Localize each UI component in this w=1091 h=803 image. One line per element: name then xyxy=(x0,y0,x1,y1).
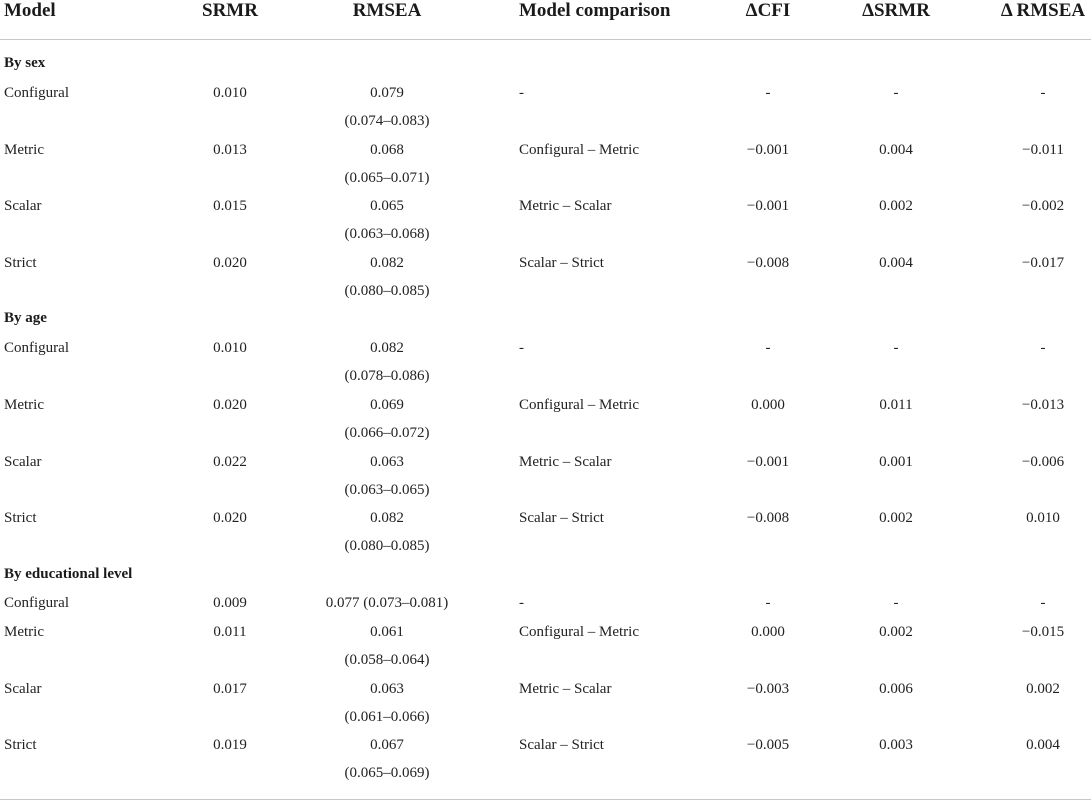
delta-cfi-cell: −0.001 xyxy=(746,142,790,158)
srmr-cell: 0.010 xyxy=(213,340,247,356)
delta-srmr-cell: - xyxy=(893,340,899,356)
comparison-cell: Metric – Scalar xyxy=(519,681,612,697)
delta-srmr-cell: 0.004 xyxy=(879,142,913,158)
rmsea-cell: 0.063 xyxy=(370,454,404,470)
comparison-cell: Metric – Scalar xyxy=(519,198,612,214)
rmsea-ci-cell: (0.080–0.085) xyxy=(344,538,430,554)
comparison-cell: - xyxy=(519,340,524,356)
rmsea-ci-cell: (0.074–0.083) xyxy=(344,113,430,129)
header-model-comparison: Model comparison xyxy=(519,0,671,21)
header-srmr: SRMR xyxy=(202,0,258,21)
srmr-cell: 0.022 xyxy=(213,454,247,470)
model-cell: Strict xyxy=(4,737,37,753)
rmsea-cell: 0.082 xyxy=(370,255,404,271)
srmr-cell: 0.015 xyxy=(213,198,247,214)
rmsea-cell: 0.069 xyxy=(370,397,404,413)
rmsea-ci-cell: (0.066–0.072) xyxy=(344,425,430,441)
srmr-cell: 0.011 xyxy=(213,624,247,640)
delta-srmr-cell: 0.002 xyxy=(879,198,913,214)
comparison-cell: Metric – Scalar xyxy=(519,454,612,470)
model-cell: Scalar xyxy=(4,198,42,214)
delta-rmsea-cell: - xyxy=(1040,85,1046,101)
model-cell: Metric xyxy=(4,624,44,640)
delta-rmsea-cell: 0.010 xyxy=(1026,510,1060,526)
comparison-cell: Configural – Metric xyxy=(519,624,639,640)
delta-srmr-cell: - xyxy=(893,595,899,611)
comparison-cell: Configural – Metric xyxy=(519,397,639,413)
rmsea-ci-cell: (0.061–0.066) xyxy=(344,709,430,725)
delta-rmsea-cell: 0.002 xyxy=(1026,681,1060,697)
model-cell: Strict xyxy=(4,255,37,271)
rmsea-ci-cell: (0.063–0.065) xyxy=(344,482,430,498)
delta-cfi-cell: - xyxy=(765,340,771,356)
delta-srmr-cell: 0.002 xyxy=(879,624,913,640)
delta-cfi-cell: −0.008 xyxy=(746,510,790,526)
delta-rmsea-cell: - xyxy=(1040,595,1046,611)
delta-rmsea-cell: −0.006 xyxy=(1021,454,1065,470)
rmsea-cell: 0.068 xyxy=(370,142,404,158)
delta-rmsea-cell: - xyxy=(1040,340,1046,356)
header-delta-cfi: ΔCFI xyxy=(745,0,791,21)
srmr-cell: 0.017 xyxy=(213,681,247,697)
delta-cfi-cell: −0.005 xyxy=(746,737,790,753)
header-model: Model xyxy=(4,0,56,21)
rmsea-cell: 0.079 xyxy=(370,85,404,101)
delta-srmr-cell: 0.004 xyxy=(879,255,913,271)
header-delta-srmr: ΔSRMR xyxy=(862,0,930,21)
rmsea-cell: 0.077 (0.073–0.081) xyxy=(325,595,449,611)
srmr-cell: 0.019 xyxy=(213,737,247,753)
rmsea-cell: 0.082 xyxy=(370,340,404,356)
delta-srmr-cell: - xyxy=(893,85,899,101)
rmsea-ci-cell: (0.080–0.085) xyxy=(344,283,430,299)
model-cell: Configural xyxy=(4,340,69,356)
header-divider xyxy=(0,39,1091,40)
header-delta-rmsea: Δ RMSEA xyxy=(1000,0,1086,21)
rmsea-ci-cell: (0.058–0.064) xyxy=(344,652,430,668)
comparison-cell: Scalar – Strict xyxy=(519,510,604,526)
delta-rmsea-cell: −0.017 xyxy=(1021,255,1065,271)
table-bottom-rule xyxy=(0,799,1091,800)
rmsea-cell: 0.065 xyxy=(370,198,404,214)
srmr-cell: 0.013 xyxy=(213,142,247,158)
srmr-cell: 0.020 xyxy=(213,510,247,526)
srmr-cell: 0.010 xyxy=(213,85,247,101)
model-cell: Configural xyxy=(4,85,69,101)
rmsea-cell: 0.063 xyxy=(370,681,404,697)
srmr-cell: 0.020 xyxy=(213,397,247,413)
delta-cfi-cell: −0.008 xyxy=(746,255,790,271)
model-cell: Scalar xyxy=(4,454,42,470)
section-title-sex: By sex xyxy=(4,55,46,71)
header-rmsea: RMSEA xyxy=(352,0,422,21)
delta-cfi-cell: 0.000 xyxy=(751,397,785,413)
delta-cfi-cell: - xyxy=(765,85,771,101)
section-title-age: By age xyxy=(4,310,47,326)
rmsea-ci-cell: (0.078–0.086) xyxy=(344,368,430,384)
delta-srmr-cell: 0.003 xyxy=(879,737,913,753)
model-cell: Metric xyxy=(4,397,44,413)
comparison-cell: Scalar – Strict xyxy=(519,255,604,271)
delta-rmsea-cell: −0.002 xyxy=(1021,198,1065,214)
delta-srmr-cell: 0.002 xyxy=(879,510,913,526)
rmsea-ci-cell: (0.065–0.071) xyxy=(344,170,430,186)
model-cell: Metric xyxy=(4,142,44,158)
srmr-cell: 0.009 xyxy=(213,595,247,611)
delta-rmsea-cell: −0.015 xyxy=(1021,624,1065,640)
delta-rmsea-cell: 0.004 xyxy=(1026,737,1060,753)
delta-rmsea-cell: −0.011 xyxy=(1022,142,1064,158)
delta-cfi-cell: 0.000 xyxy=(751,624,785,640)
model-cell: Strict xyxy=(4,510,37,526)
comparison-cell: Scalar – Strict xyxy=(519,737,604,753)
rmsea-cell: 0.067 xyxy=(370,737,404,753)
comparison-cell: - xyxy=(519,595,524,611)
delta-cfi-cell: −0.001 xyxy=(746,454,790,470)
comparison-cell: Configural – Metric xyxy=(519,142,639,158)
rmsea-cell: 0.082 xyxy=(370,510,404,526)
rmsea-ci-cell: (0.063–0.068) xyxy=(344,226,430,242)
rmsea-cell: 0.061 xyxy=(370,624,404,640)
delta-cfi-cell: −0.001 xyxy=(746,198,790,214)
srmr-cell: 0.020 xyxy=(213,255,247,271)
delta-srmr-cell: 0.011 xyxy=(879,397,913,413)
delta-srmr-cell: 0.001 xyxy=(879,454,913,470)
delta-cfi-cell: - xyxy=(765,595,771,611)
comparison-cell: - xyxy=(519,85,524,101)
model-cell: Configural xyxy=(4,595,69,611)
delta-srmr-cell: 0.006 xyxy=(879,681,913,697)
model-cell: Scalar xyxy=(4,681,42,697)
delta-rmsea-cell: −0.013 xyxy=(1021,397,1065,413)
delta-cfi-cell: −0.003 xyxy=(746,681,790,697)
section-title-educational-level: By educational level xyxy=(4,566,133,582)
rmsea-ci-cell: (0.065–0.069) xyxy=(344,765,430,781)
